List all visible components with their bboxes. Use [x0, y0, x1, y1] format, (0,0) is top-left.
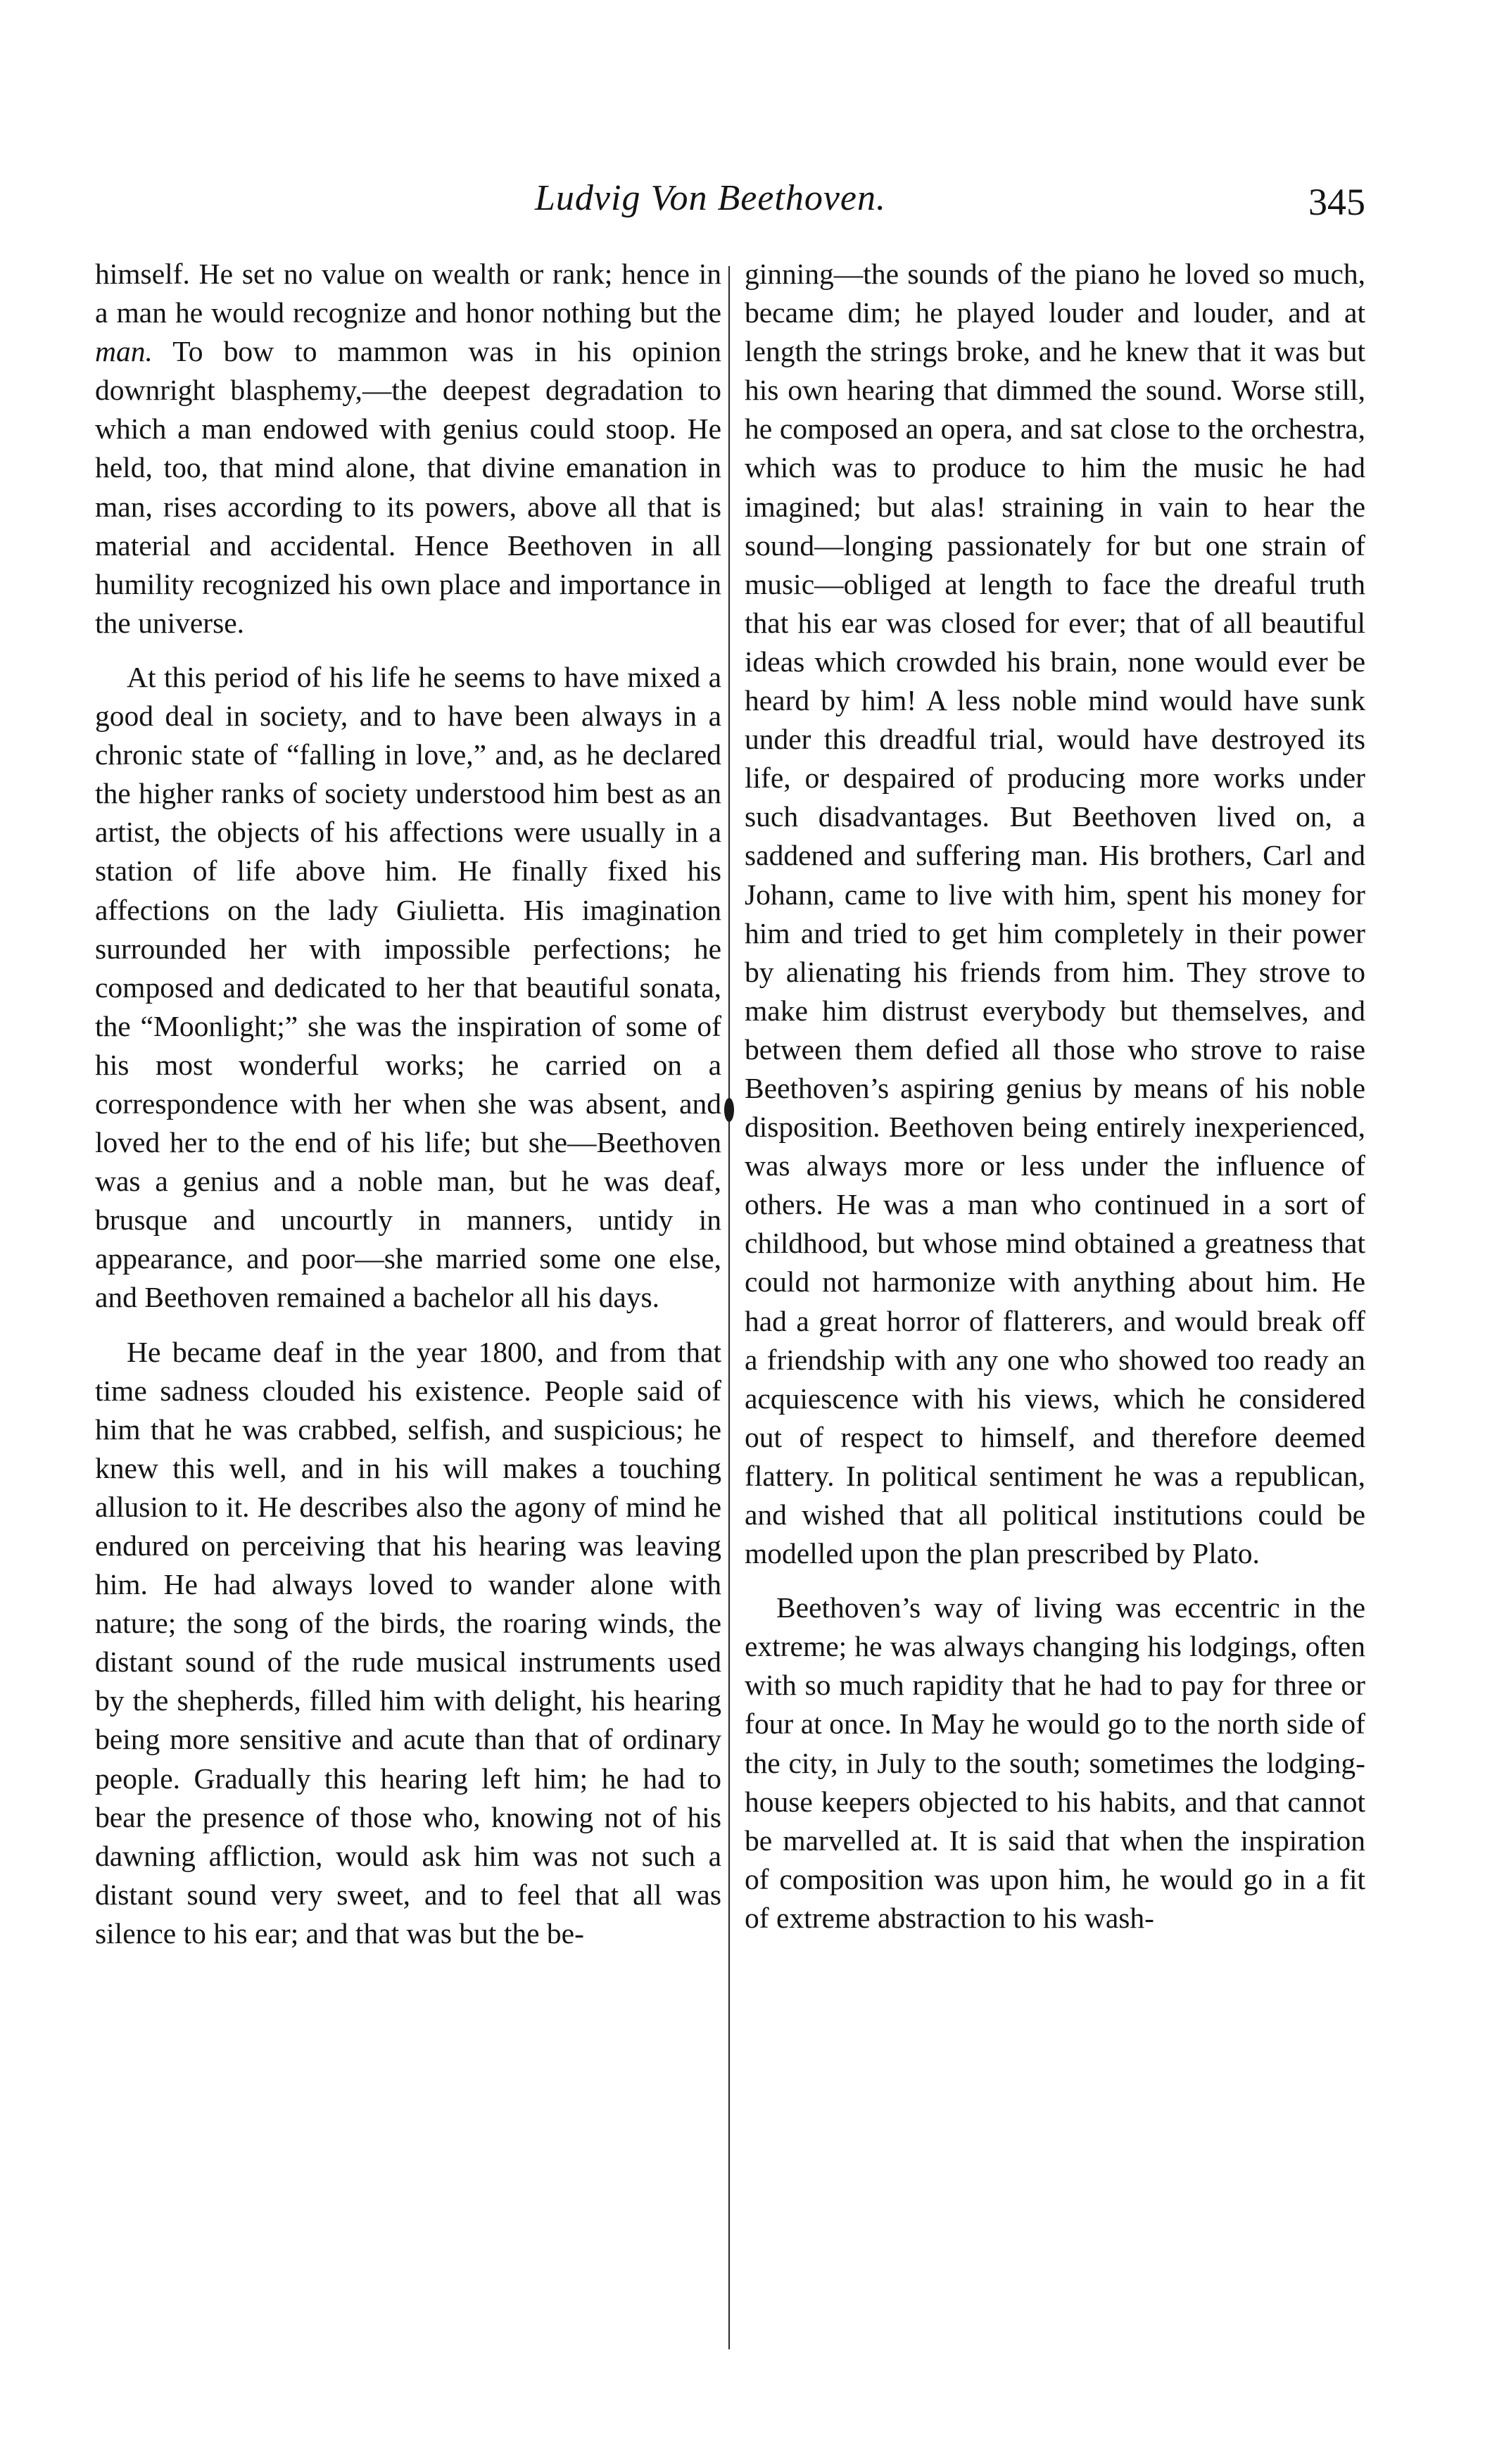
column-rule: [728, 266, 730, 2349]
emphasized-word: man.: [95, 335, 153, 368]
running-head: [0, 177, 1485, 234]
paragraph: At this period of his life he seems to have mixed a good deal in society, and to have been always in a chronic state of “falling in love,” and, as he declared the higher ranks of society understood him best as an artist, the objects of his affections were usually in a station of life above him. He finally fixed his affections on the lady Giulietta. His imagination surrounded her with impossible perfections; he composed and dedicated to her that beautiful sonata, the “Moonlight;” she was the inspiration of some of his most wonderful works; he carried on a correspondence with her when she was absent, and loved her to the end of his life; but she—Beethoven was a genius and a noble man, but he was deaf, brusque and uncourtly in manners, untidy in appearance, and poor—she married some one else, and Beethoven remained a bachelor all his days.: [95, 660, 721, 1314]
right-column: [745, 255, 1365, 1938]
paragraph-text: himself. He set no value on wealth or rank; hence in a man he would recognize and honor nothing but the: [95, 258, 721, 329]
page-number: 345: [1308, 181, 1365, 223]
paragraph: He became deaf in the year 1800, and from that time sadness clouded his existence. People said of him that he was crabbed, selfish, and suspicious; he knew this well, and in his will makes a touching allusion to it. He describes also the agony of mind he endured on perceiving that his hearing was leaving him. He had always loved to wander alone with nature; the song of the birds, the roaring winds, the distant sound of the rude musical instruments used by the shepherds, filled him with delight, his hearing being more sensitive and acute than that of ordinary people. Gradually this hearing left him; he had to bear the presence of those who, knowing not of his dawning affliction, would ask him was not such a distant sound very sweet, and to feel that all was silence to his ear; and that was but the be-: [95, 1335, 721, 1950]
paragraph: Beethoven’s way of living was eccentric in the extreme; he was always changing his lodgings, often with so much rapidity that he had to pay for three or four at once. In May he would go to the north side of the city, in July to the south; sometimes the lodging-house keepers objected to his habits, and that cannot be marvelled at. It is said that when the inspiration of composition was upon him, he would go in a fit of extreme abstraction to his wash-: [745, 1591, 1365, 1934]
running-title: Ludvig Von Beethoven.: [535, 178, 886, 218]
paragraph: ginning—the sounds of the piano he loved so much, became dim; he played louder and louder, and at length the strings broke, and he knew that it was but his own hearing that dimmed the sound. Worse still, he composed an opera, and sat close to the orchestra, which was to produce to him the music he had imagined; but alas! straining in vain to hear the sound—longing passionately for but one strain of music—obliged at length to face the dreaful truth that his ear was closed for ever; that of all beautiful ideas which crowded his brain, none would ever be heard by him! A less noble mind would have sunk under this dreadful trial, would have destroyed its life, or despaired of producing more works under such disadvantages. But Beethoven lived on, a saddened and suffering man. His brothers, Carl and Johann, came to live with him, spent his money for him and tried to get him completely in their power by alienating his friends from him. They strove to make him distrust everybody but themselves, and between them defied all those who strove to raise Beethoven’s aspiring genius by means of his noble disposition. Beethoven being entirely inexperienced, was always more or less under the influence of others. He was a man who continued in a sort of childhood, but whose mind obtained a greatness that could not harmonize with anything about him. He had a great horror of flatterers, and would break off a friendship with any one who showed too ready an acquiescence with his views, which he considered out of respect to himself, and therefore deemed flattery. In political sentiment he was a republican, and wished that all political institutions could be modelled upon the plan prescribed by Plato.: [745, 258, 1365, 1570]
left-column: [95, 255, 721, 1953]
ink-blot: [724, 1098, 734, 1122]
paragraph: [95, 255, 721, 643]
paragraph-text: To bow to mammon was in his opinion downright blasphemy,—the deepest degradation to which a man endowed with genius could stoop. He held, too, that mind alone, that divine emanation in man, rises according to its powers, above all that is material and accidental. Hence Beethoven in all humility recognized his own place and importance in the universe.: [95, 335, 721, 639]
